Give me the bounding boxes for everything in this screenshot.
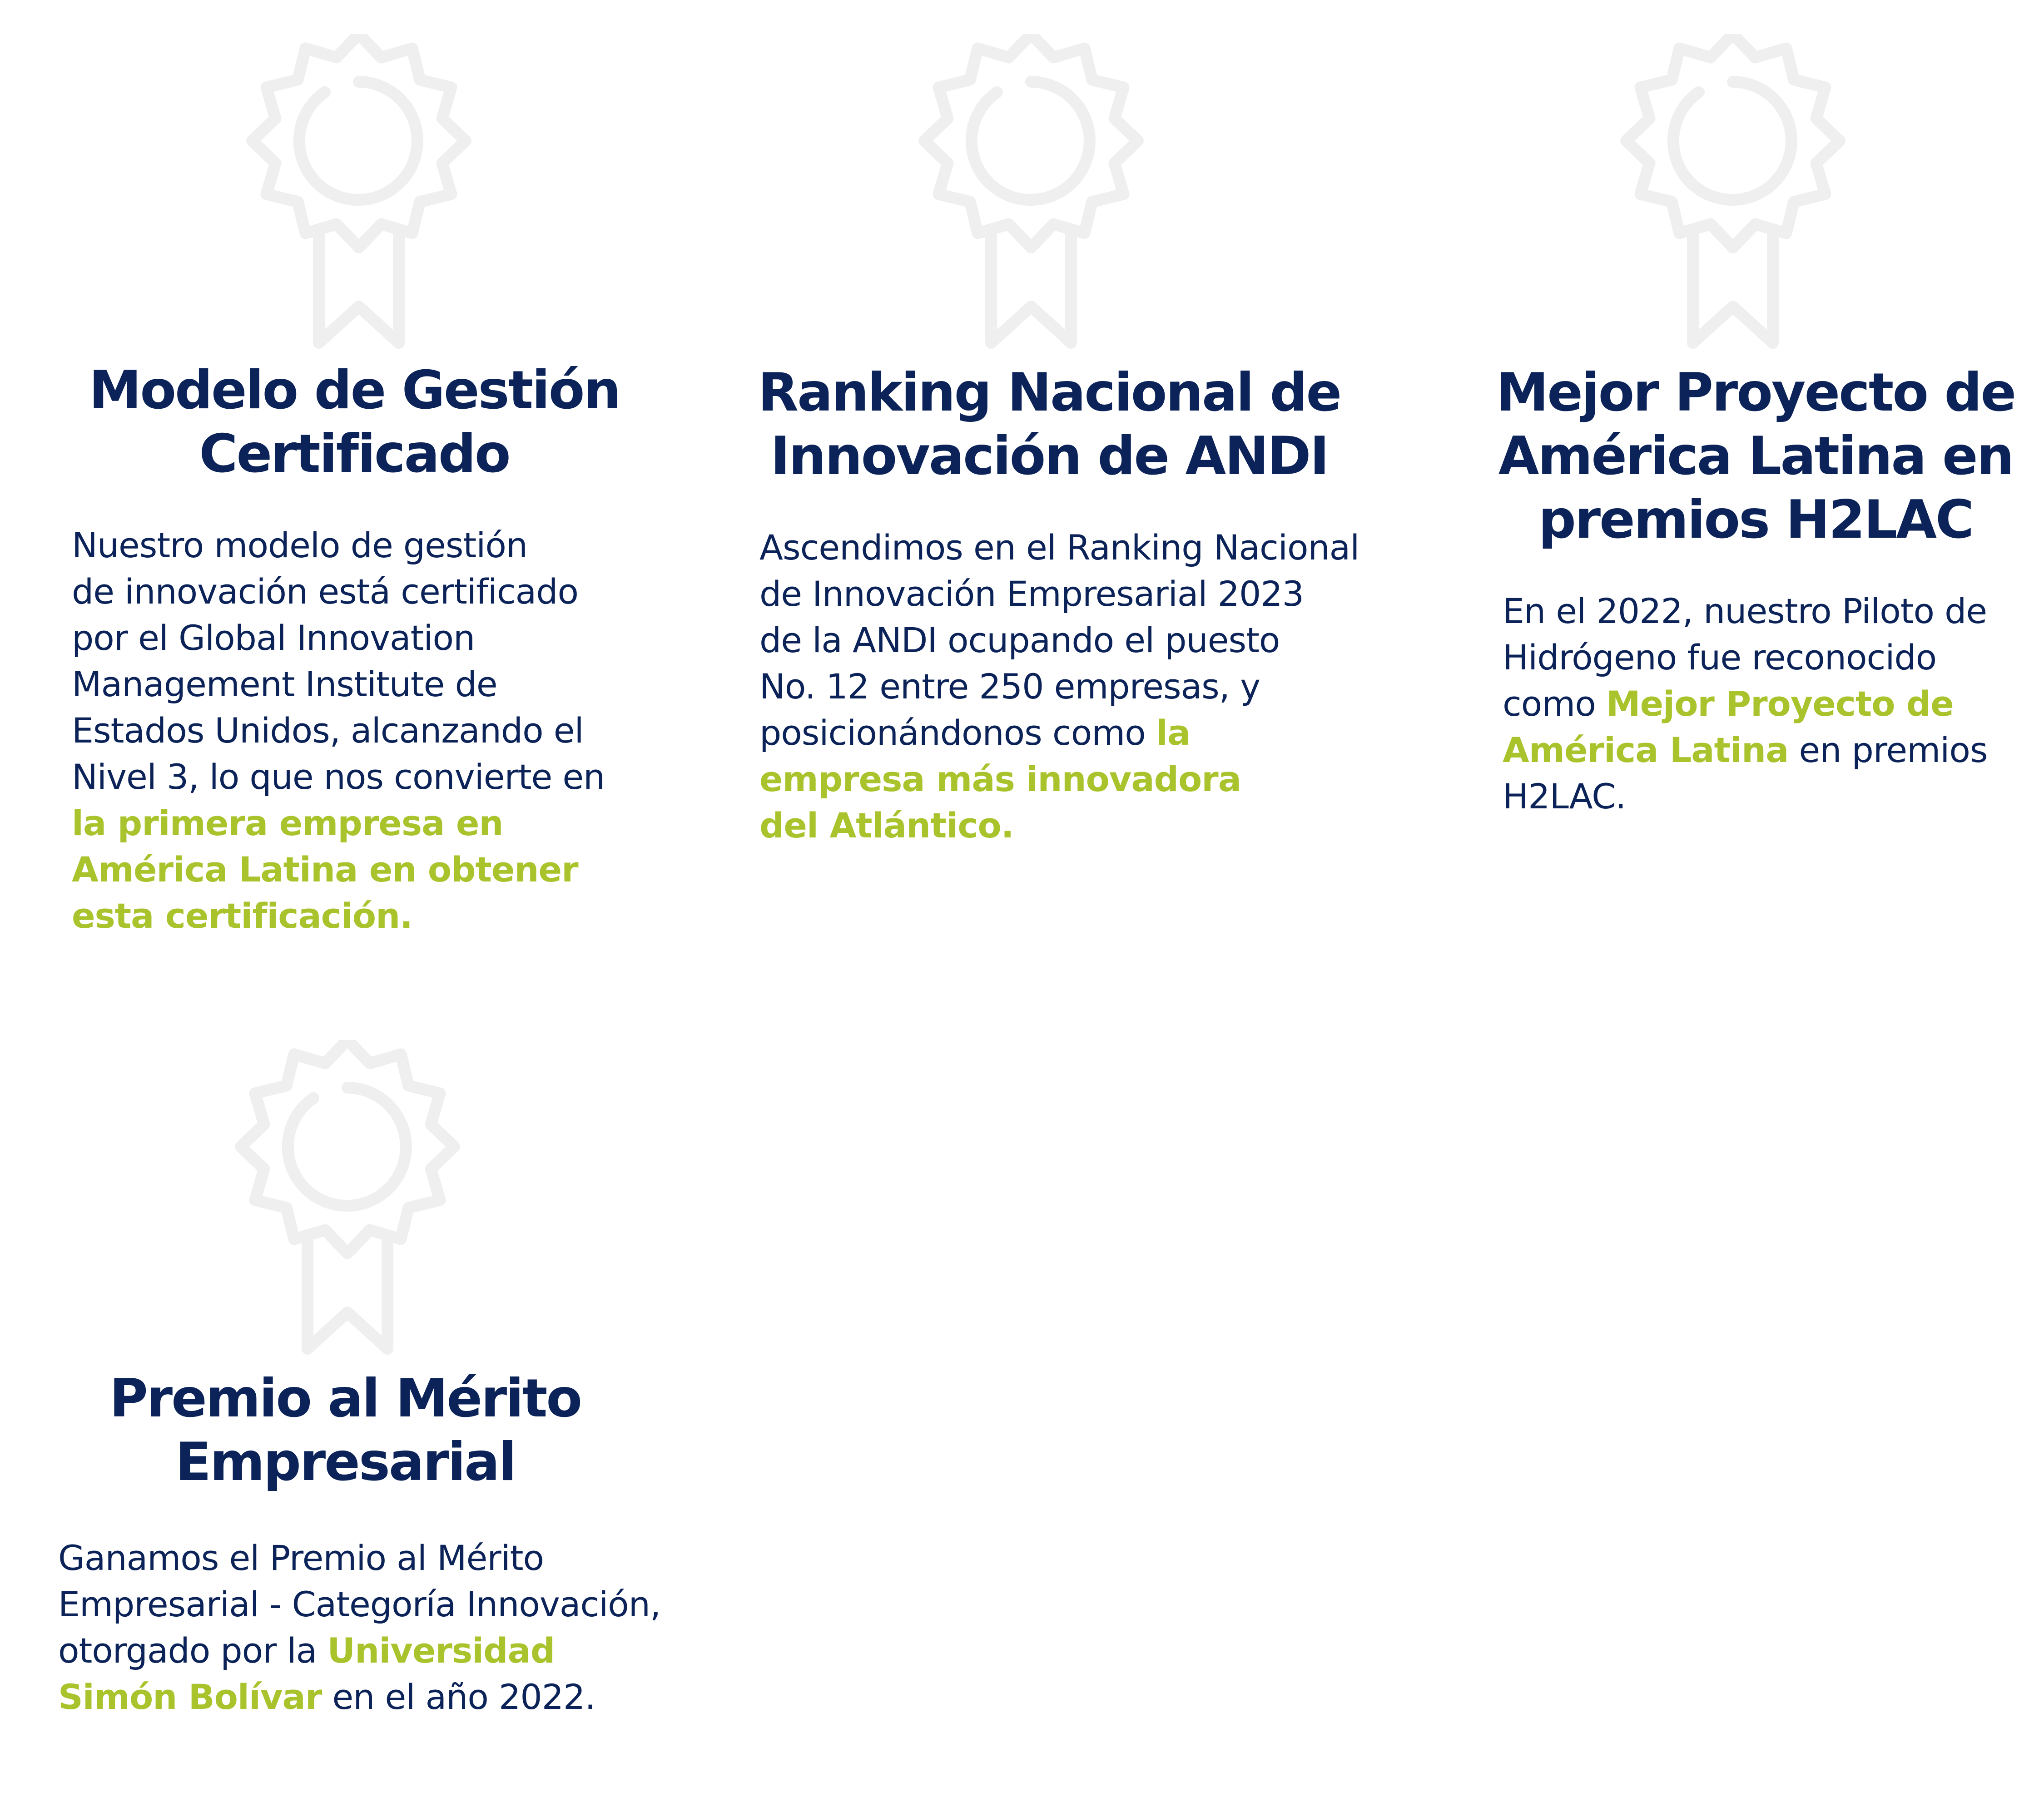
award-description-line: Nuestro modelo de gestión [72,525,528,565]
award-title-line: Mejor Proyecto de [1496,362,2015,423]
award-description-line: por el Global Innovation [72,618,475,658]
award-ribbon-icon [1615,34,1851,352]
award-description-line: Empresarial - Categoría Innovación, [58,1584,661,1624]
award-description-line: de innovación está certificado [72,571,578,612]
award-description-line: posicionándonos como la [759,713,1191,753]
award-description-highlight: la primera empresa en [72,803,503,843]
award-title-line: premios H2LAC [1538,489,1973,550]
award-description-line: Management Institute de [72,664,497,704]
award-title-line: Innovación de ANDI [770,426,1328,487]
award-description-line: No. 12 entre 250 empresas, y [759,666,1260,707]
award-description-highlight: América Latina en obtener [72,849,578,890]
award-description [759,525,1364,849]
award-ribbon-icon [229,1040,466,1358]
award-description-highlight: del Atlántico. [759,805,1014,846]
award-title-line: Modelo de Gestión [89,360,620,421]
award-description-line: En el 2022, nuestro Piloto de [1503,591,1987,631]
award-description-highlight: empresa más innovadora [759,759,1241,799]
award-title [41,1367,650,1494]
award-description-highlight: esta certificación. [72,896,413,936]
award-title [50,359,659,486]
award-ribbon-icon [241,34,477,352]
award-description-line: de la ANDI ocupando el puesto [759,620,1280,660]
award-description-line: otorgado por la Universidad [58,1630,555,1671]
award-description-line: Nivel 3, lo que nos convierte en [72,757,605,797]
award-title [745,361,1354,488]
award-title-line: Premio al Mérito [109,1368,581,1429]
award-description-line: Hidrógeno fue reconocido [1503,637,1937,678]
award-description-line: H2LAC. [1503,776,1626,817]
award-title [1454,361,2044,552]
award-description-line: Estados Unidos, alcanzando el [72,710,584,751]
award-description-line: Simón Bolívar en el año 2022. [58,1677,595,1717]
award-title-line: Ranking Nacional de [758,362,1341,423]
award-description-line: América Latina en premios [1503,730,1988,770]
award-title-line: Certificado [199,423,510,485]
award-description [1503,588,2034,820]
award-description-line: como Mejor Proyecto de [1503,683,1954,724]
award-description [58,1535,694,1720]
award-description-line: Ascendimos en el Ranking Nacional [759,527,1359,568]
award-title-line: Empresarial [175,1431,516,1493]
award-description-line: Ganamos el Premio al Mérito [58,1538,544,1578]
award-title-line: América Latina en [1498,426,2013,487]
award-description-line: de Innovación Empresarial 2023 [759,574,1304,614]
award-description [72,522,662,939]
award-ribbon-icon [913,34,1149,352]
